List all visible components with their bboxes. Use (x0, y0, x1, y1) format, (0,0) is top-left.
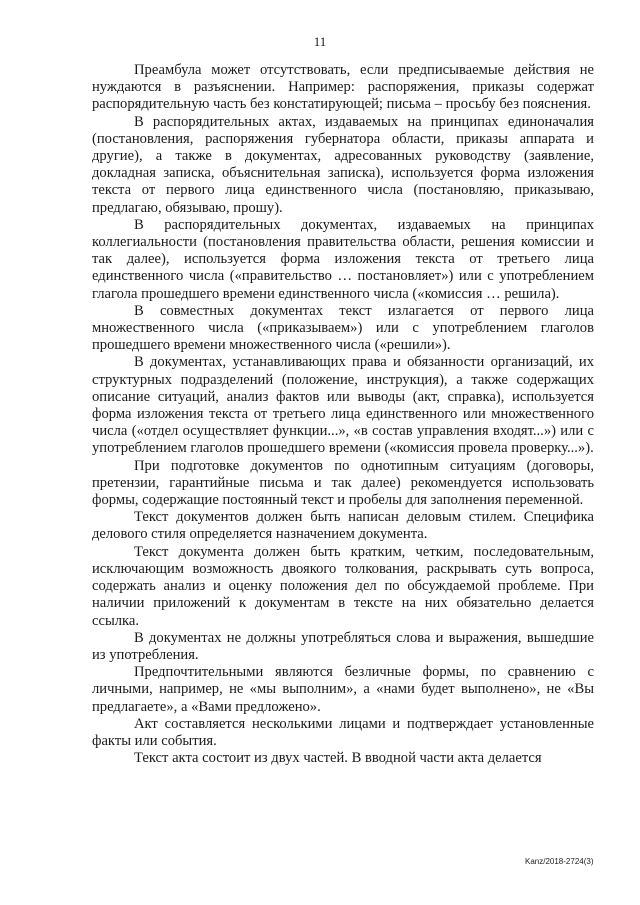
paragraph: В документах, устанавливающих права и обязанности организаций, их структурных подразделений (положение, инструкция), а также содержащих описание ситуаций, анализ фактов или выводы (акт, справка), используется форма изложения текста от третьего лица единственного или множественного числа («отдел осуществляет функции...», «в состав управления входят...») или с употреблением глаголов прошедшего времени («комиссия провела проверку...»). (92, 354, 594, 457)
paragraph: В распорядительных документах, издаваемых на принципах коллегиальности (постановления правительства области, решения комиссии и так далее), используется форма изложения текста от третьего лица единственного числа («правительство … постановляет») или с употреблением глагола прошедшего времени единственного числа («комиссия … решила). (92, 216, 594, 302)
paragraph: В документах не должны употребляться слова и выражения, вышедшие из употребления. (92, 629, 594, 663)
paragraph: В совместных документах текст излагается от первого лица множественного числа («приказываем») или с употреблением глаголов прошедшего времени множественного числа («решили»). (92, 302, 594, 354)
paragraph: Предпочтительными являются безличные формы, по сравнению с личными, например, не «мы выполним», а «нами будет выполнено», не «Вы предлагаете», а «Вами предложено». (92, 664, 594, 715)
document-body (92, 62, 594, 767)
page-number: 11 (313, 34, 327, 49)
paragraph: В распорядительных актах, издаваемых на принципах единоначалия (постановления, распоряжения губернатора области, приказы аппарата и другие), а также в документах, адресованных руководству (заявление, докладная записка, объяснительная записка), используется форма изложения текста от первого лица единственного числа (постановляю, приказываю, предлагаю, обязываю, прошу). (92, 113, 594, 216)
paragraph: Текст документов должен быть написан деловым стилем. Специфика делового стиля определяется назначением документа. (92, 509, 594, 543)
paragraph: При подготовке документов по однотипным ситуациям (договоры, претензии, гарантийные письма и так далее) рекомендуется использовать формы, содержащие постоянный текст и пробелы для заполнения переменной. (92, 457, 594, 509)
paragraph: Текст документа должен быть кратким, четким, последовательным, исключающим возможность двоякого толкования, раскрывать суть вопроса, содержать анализ и оценку положения дел по обсуждаемой проблеме. При наличии приложений к документам в тексте на них обязательно делается ссылка. (92, 543, 594, 629)
paragraph: Текст акта состоит из двух частей. В вводной части акта делается (134, 750, 542, 767)
paragraph: Преамбула может отсутствовать, если предписываемые действия не нуждаются в разъяснении. Например: распоряжения, приказы содержат распорядительную часть без констатирующей; письма – просьбу без пояснения. (92, 62, 594, 113)
document-registration-code: Kanz/2018-2724(3) (525, 857, 594, 866)
paragraph: Акт составляется несколькими лицами и подтверждает установленные факты или события. (92, 715, 594, 749)
